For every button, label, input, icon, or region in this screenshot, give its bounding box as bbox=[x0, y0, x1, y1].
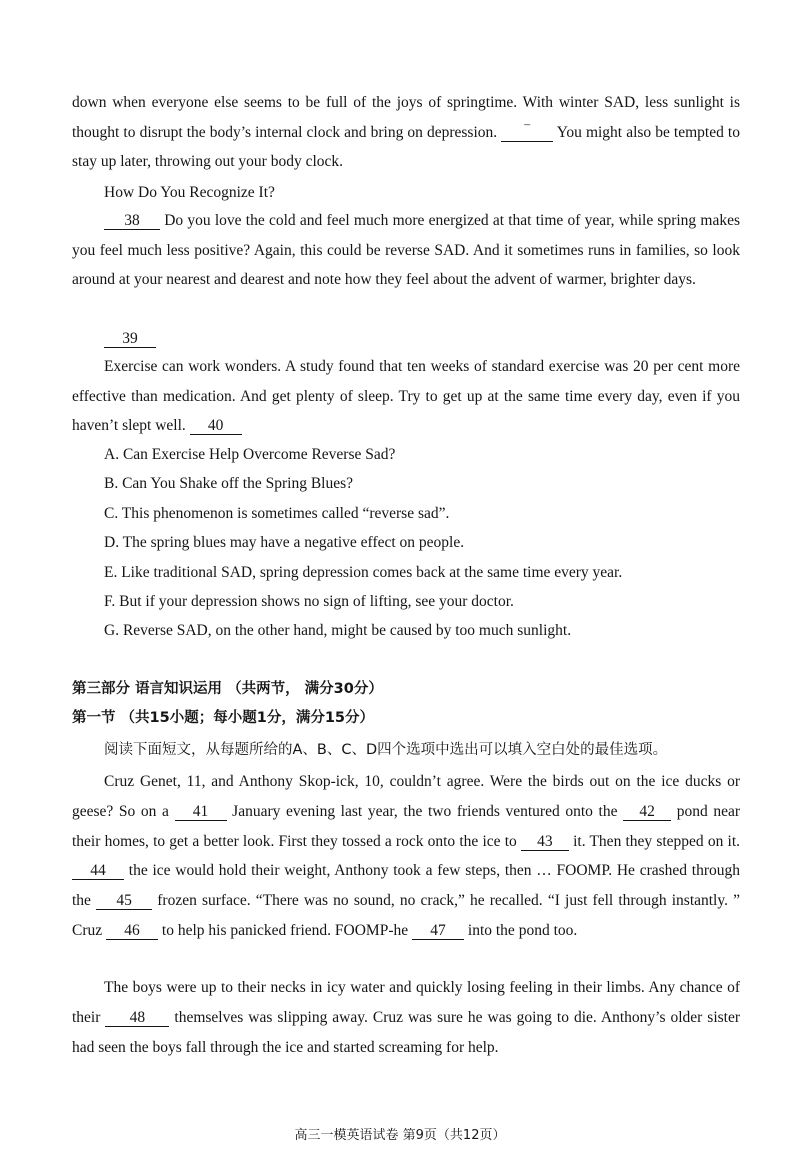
cloze-text-2: January evening last year, the two friends ventured onto the bbox=[232, 802, 618, 820]
option-d: D. The spring blues may have a negative effect on people. bbox=[104, 534, 465, 551]
option-g: G. Reverse SAD, on the other hand, might be caused by too much sunlight. bbox=[104, 622, 572, 639]
option-f: F. But if your depression shows no sign of lifting, see your doctor. bbox=[104, 593, 514, 610]
paragraph-2 bbox=[72, 206, 740, 295]
cloze-text-8: into the pond too. bbox=[467, 921, 578, 939]
blank-39: 39 bbox=[104, 330, 156, 348]
blank-39-line bbox=[104, 324, 156, 354]
instruction: 阅读下面短文，从每题所给的A、B、C、D四个选项中选出可以填入空白处的最佳选项。 bbox=[104, 742, 668, 758]
blank-42: 42 bbox=[623, 803, 671, 821]
subheading: How Do You Recognize It? bbox=[104, 184, 275, 201]
paragraph-3 bbox=[72, 352, 740, 441]
blank-44: 44 bbox=[72, 862, 124, 880]
paragraph-3-text: Exercise can work wonders. A study found that ten weeks of standard exercise was 20 per cent more effective than medication. And get plenty of sleep. Try to get up at the same time every day, even if you haven’t slept well. bbox=[72, 358, 740, 434]
cloze-text-1: Cruz Genet, 11, and Anthony Skop-ick, 10, couldn’t agree. Were the birds out on the ice ducks or geese? So on a bbox=[72, 773, 740, 820]
cloze-text-10: themselves was slipping away. Cruz was sure he was going to die. Anthony’s older sister had seen the boys fall through the ice and started screaming for help. bbox=[72, 1009, 741, 1056]
page-footer: 高三一模英语试卷 第9页（共12页） bbox=[294, 1128, 506, 1143]
paragraph-1-text-b: You might also be tempted to stay up later, throwing out your body clock. bbox=[72, 123, 740, 170]
paragraph-1 bbox=[72, 88, 740, 177]
paragraph-1-text-a: down when everyone else seems to be full of the joys of springtime. With winter SAD, less sunlight is thought to disrupt the body’s internal clock and bring on depression. bbox=[72, 94, 740, 141]
blank-37: ‾ bbox=[501, 124, 553, 142]
cloze-text-5: the ice would hold their weight, Anthony took a few steps, then … FOOMP. He crashed through the bbox=[72, 862, 741, 910]
cloze-paragraph-2 bbox=[72, 973, 740, 1063]
section1-title: 第一节 （共15小题；每小题1分，满分15分） bbox=[72, 710, 374, 726]
blank-46: 46 bbox=[106, 922, 158, 940]
blank-45: 45 bbox=[96, 892, 152, 910]
blank-38: 38 bbox=[104, 212, 160, 230]
option-e: E. Like traditional SAD, spring depression comes back at the same time every year. bbox=[104, 564, 623, 581]
cloze-text-4: it. Then they stepped on it. bbox=[573, 832, 741, 850]
blank-40: 40 bbox=[190, 417, 242, 435]
cloze-text-7: to help his panicked friend. FOOMP-he bbox=[161, 921, 409, 939]
blank-43: 43 bbox=[521, 833, 569, 851]
blank-41: 41 bbox=[175, 803, 227, 821]
cloze-paragraph-1 bbox=[72, 767, 740, 946]
cloze-text-6: frozen surface. “There was no sound, no crack,” he recalled. “I just fell through instantly. ” Cruz bbox=[72, 892, 741, 939]
paragraph-2-text: Do you love the cold and feel much more energized at that time of year, while spring makes you feel much less positive? Again, this could be reverse SAD. And it sometimes runs in families, so look around at your nearest and dearest and note how they feel about the advent of warmer, brighter days. bbox=[72, 212, 741, 288]
option-c: C. This phenomenon is sometimes called “reverse sad”. bbox=[104, 505, 450, 522]
blank-47: 47 bbox=[412, 922, 464, 940]
option-b: B. Can You Shake off the Spring Blues? bbox=[104, 475, 354, 492]
cloze-text-9: The boys were up to their necks in icy water and quickly losing feeling in their limbs. Any chance of their bbox=[72, 979, 740, 1026]
blank-48: 48 bbox=[105, 1009, 169, 1027]
part3-title: 第三部分 语言知识运用 （共两节， 满分30分） bbox=[72, 681, 383, 697]
cloze-text-3: pond near their homes, to get a better look. First they tossed a rock onto the ice to bbox=[72, 802, 740, 850]
option-a: A. Can Exercise Help Overcome Reverse Sad? bbox=[104, 446, 396, 463]
